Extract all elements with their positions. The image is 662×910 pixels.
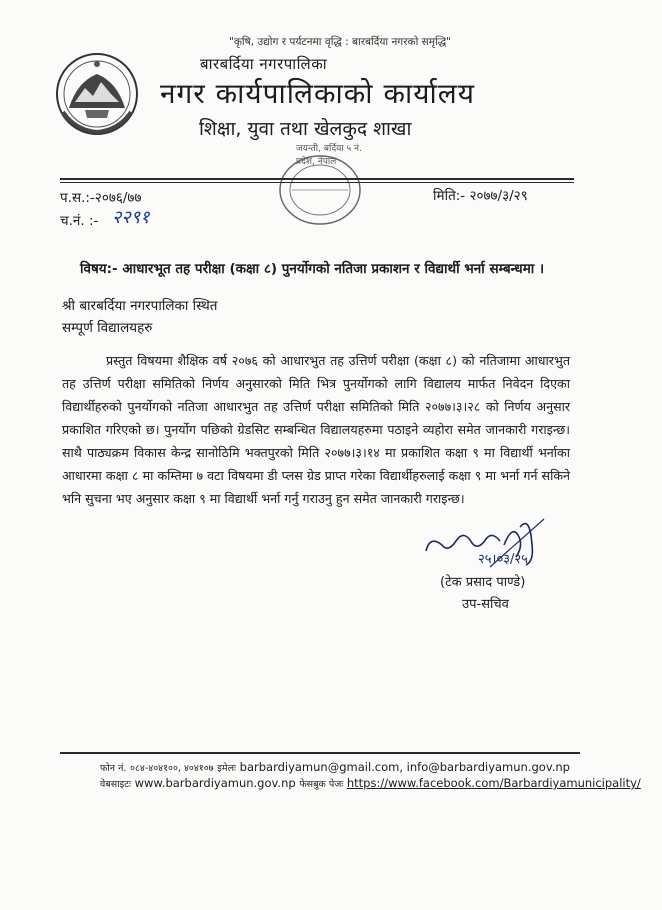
footer-divider [60, 752, 580, 754]
handwritten-signature [420, 505, 550, 575]
header-divider-thin [60, 182, 574, 183]
addressee-line-1: श्री बारबर्दिया नगरपालिका स्थित [62, 298, 218, 314]
footer-contact-line [100, 760, 570, 774]
dispatch-number-label: च.नं. :- [60, 213, 99, 229]
email-addresses[interactable]: barbardiyamun@gmail.com, info@barbardiyamun.gov.np [239, 760, 570, 774]
dispatch-number-handwritten: २२९१ [112, 207, 150, 228]
letter-subject: विषय:- आधारभूत तह परीक्षा (कक्षा ८) पुनर्योगको नतिजा प्रकाशन र विद्यार्थी भर्ना सम्बन्धमा । [80, 261, 545, 277]
email-label: इमेलः [217, 763, 236, 774]
section-name: शिक्षा, युवा तथा खेलकुद शाखा [199, 118, 412, 140]
signatory-title: उप-सचिव [462, 597, 509, 612]
signatory-name: (टेक प्रसाद पाण्डे) [440, 575, 526, 590]
stamp-text: जयन्ती, बर्दिया ५ नं. प्रदेश, नेपाल [296, 144, 362, 167]
letter-date: मिति:- २०७७/३/२९ [433, 188, 528, 204]
office-title: नगर कार्यपालिकाको कार्यालय [160, 77, 475, 110]
letter-body [62, 349, 570, 510]
footer-web-line [100, 776, 641, 790]
phone-label: फोन नं. [100, 763, 127, 774]
letter-body-text: प्रस्तुत विषयमा शैक्षिक वर्ष २०७६ को आधारभुत तह उत्तिर्ण परीक्षा (कक्षा ८) को नतिजामा आधारभुत तह उत्तिर्ण परीक्षा समितिको निर्णय अनुसारको मिति भित्र पुनर्योगको लागि विद्यालय मार्फत निवेदन दिएका विद्यार्थीहरुको पुनर्योगको नतिजा आधारभुत तह उत्तिर्ण परीक्षा समितिको मिति २०७७।३।२८ को निर्णय अनुसार प्रकाशित गरिएको छ। पुनर्योग पछिको ग्रेडसिट सम्बन्धित विद्यालयहरुमा पठाइने व्यहोरा समेत जानकारी गराइन्छ।साथै पाठ्यक्रम विकास केन्द्र सानोठिमि भक्तपुरको मिति २०७७।३।१४ मा प्रकाशित कक्षा ९ मा विद्यार्थी भर्नाका आधारमा कक्षा ८ मा कम्तिमा ७ वटा विषयमा डी प्लस ग्रेड प्राप्त गरेका विद्यार्थीहरुलाई कक्षा ९ मा भर्ना गर्न सकिने भनि सुचना भए अनुसार कक्षा ९ मा विद्यार्थी भर्ना गर्नु गराउनु हुन समेत जानकारी गराइन्छ। [62, 353, 570, 506]
signature-date-scribble: २५।०३/२५ [478, 552, 528, 567]
header-divider [60, 178, 574, 180]
facebook-label: फेसबुक पेजः [299, 779, 344, 790]
facebook-link[interactable]: https://www.facebook.com/Barbardiyamunicipality/ [346, 776, 641, 790]
website-link[interactable]: www.barbardiyamun.gov.np [134, 776, 296, 790]
addressee-line-2: सम्पूर्ण विद्यालयहरु [62, 320, 153, 336]
reference-number: प.स.:-२०७६/७७ [60, 190, 142, 206]
website-label: वेबसाइटः [100, 779, 131, 790]
letterhead-motto: "कृषि, उद्योग र पर्यटनमा वृद्धि : बारबर्दिया नगरको समृद्धि" [229, 36, 451, 48]
nepal-emblem-logo [55, 52, 139, 136]
municipality-name: बारबर्दिया नगरपालिका [200, 55, 328, 73]
phone-number: ०८४-४०४१००, ४०४१०७ [130, 763, 214, 774]
